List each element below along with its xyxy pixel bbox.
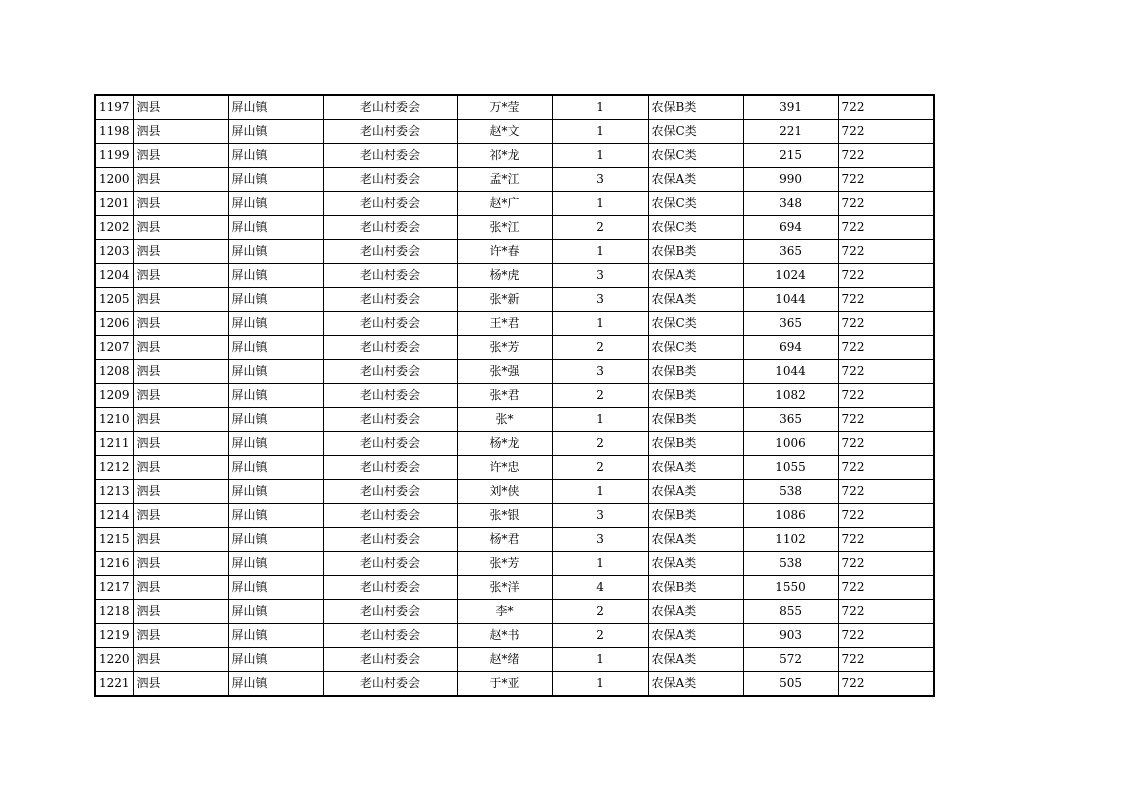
cell-standard: 722 [838, 648, 934, 672]
cell-town: 屏山镇 [228, 672, 323, 697]
cell-name: 李* [457, 600, 552, 624]
cell-name: 张*强 [457, 360, 552, 384]
cell-serial-number: 1209 [95, 384, 133, 408]
cell-household-count: 1 [552, 648, 648, 672]
cell-serial-number: 1199 [95, 144, 133, 168]
cell-village-committee: 老山村委会 [323, 144, 457, 168]
cell-name: 刘*侠 [457, 480, 552, 504]
cell-village-committee: 老山村委会 [323, 95, 457, 120]
cell-town: 屏山镇 [228, 528, 323, 552]
cell-county: 泗县 [133, 552, 228, 576]
cell-serial-number: 1210 [95, 408, 133, 432]
cell-name: 于*亚 [457, 672, 552, 697]
cell-amount: 505 [743, 672, 838, 697]
cell-category: 农保B类 [648, 384, 743, 408]
table-row [95, 144, 934, 168]
cell-category: 农保B类 [648, 408, 743, 432]
cell-county: 泗县 [133, 504, 228, 528]
cell-household-count: 3 [552, 360, 648, 384]
cell-serial-number: 1206 [95, 312, 133, 336]
cell-town: 屏山镇 [228, 192, 323, 216]
cell-category: 农保C类 [648, 120, 743, 144]
cell-name: 许*忠 [457, 456, 552, 480]
cell-household-count: 1 [552, 480, 648, 504]
data-table [94, 94, 935, 697]
cell-household-count: 1 [552, 672, 648, 697]
cell-village-committee: 老山村委会 [323, 504, 457, 528]
cell-county: 泗县 [133, 384, 228, 408]
cell-standard: 722 [838, 624, 934, 648]
cell-amount: 215 [743, 144, 838, 168]
cell-standard: 722 [838, 552, 934, 576]
cell-town: 屏山镇 [228, 95, 323, 120]
cell-category: 农保B类 [648, 360, 743, 384]
cell-serial-number: 1207 [95, 336, 133, 360]
cell-name: 张*芳 [457, 336, 552, 360]
cell-name: 赵*广 [457, 192, 552, 216]
table-row [95, 288, 934, 312]
cell-town: 屏山镇 [228, 240, 323, 264]
cell-category: 农保A类 [648, 600, 743, 624]
cell-category: 农保B类 [648, 240, 743, 264]
cell-standard: 722 [838, 600, 934, 624]
cell-standard: 722 [838, 576, 934, 600]
cell-town: 屏山镇 [228, 624, 323, 648]
cell-county: 泗县 [133, 600, 228, 624]
cell-county: 泗县 [133, 528, 228, 552]
cell-household-count: 1 [552, 144, 648, 168]
table-row [95, 672, 934, 697]
cell-town: 屏山镇 [228, 168, 323, 192]
cell-name: 张*芳 [457, 552, 552, 576]
cell-serial-number: 1202 [95, 216, 133, 240]
table-body [95, 95, 934, 696]
cell-town: 屏山镇 [228, 360, 323, 384]
cell-household-count: 2 [552, 432, 648, 456]
cell-category: 农保A类 [648, 264, 743, 288]
cell-serial-number: 1214 [95, 504, 133, 528]
cell-serial-number: 1208 [95, 360, 133, 384]
cell-household-count: 2 [552, 216, 648, 240]
cell-category: 农保A类 [648, 456, 743, 480]
cell-name: 许*春 [457, 240, 552, 264]
cell-amount: 1086 [743, 504, 838, 528]
cell-name: 杨*虎 [457, 264, 552, 288]
table-row [95, 408, 934, 432]
table-row [95, 336, 934, 360]
cell-county: 泗县 [133, 144, 228, 168]
table-row [95, 528, 934, 552]
cell-county: 泗县 [133, 408, 228, 432]
cell-county: 泗县 [133, 192, 228, 216]
cell-amount: 365 [743, 408, 838, 432]
cell-town: 屏山镇 [228, 408, 323, 432]
table-row [95, 648, 934, 672]
cell-amount: 348 [743, 192, 838, 216]
table-row [95, 360, 934, 384]
cell-household-count: 2 [552, 600, 648, 624]
cell-town: 屏山镇 [228, 600, 323, 624]
table-row [95, 624, 934, 648]
cell-serial-number: 1205 [95, 288, 133, 312]
cell-name: 杨*龙 [457, 432, 552, 456]
cell-category: 农保A类 [648, 624, 743, 648]
cell-household-count: 1 [552, 240, 648, 264]
cell-category: 农保A类 [648, 672, 743, 697]
cell-name: 赵*绪 [457, 648, 552, 672]
cell-category: 农保A类 [648, 648, 743, 672]
cell-standard: 722 [838, 312, 934, 336]
cell-village-committee: 老山村委会 [323, 192, 457, 216]
cell-village-committee: 老山村委会 [323, 216, 457, 240]
cell-standard: 722 [838, 360, 934, 384]
cell-name: 张* [457, 408, 552, 432]
cell-village-committee: 老山村委会 [323, 288, 457, 312]
cell-category: 农保A类 [648, 480, 743, 504]
cell-amount: 694 [743, 216, 838, 240]
cell-category: 农保C类 [648, 192, 743, 216]
cell-name: 张*新 [457, 288, 552, 312]
cell-category: 农保B类 [648, 432, 743, 456]
cell-standard: 722 [838, 408, 934, 432]
cell-serial-number: 1198 [95, 120, 133, 144]
cell-name: 张*君 [457, 384, 552, 408]
cell-town: 屏山镇 [228, 264, 323, 288]
cell-county: 泗县 [133, 576, 228, 600]
cell-serial-number: 1216 [95, 552, 133, 576]
cell-amount: 855 [743, 600, 838, 624]
cell-household-count: 1 [552, 312, 648, 336]
cell-standard: 722 [838, 144, 934, 168]
cell-amount: 1044 [743, 360, 838, 384]
cell-serial-number: 1219 [95, 624, 133, 648]
cell-village-committee: 老山村委会 [323, 120, 457, 144]
cell-county: 泗县 [133, 648, 228, 672]
cell-village-committee: 老山村委会 [323, 624, 457, 648]
table-row [95, 95, 934, 120]
cell-name: 祁*龙 [457, 144, 552, 168]
cell-standard: 722 [838, 120, 934, 144]
cell-standard: 722 [838, 456, 934, 480]
cell-household-count: 1 [552, 408, 648, 432]
cell-village-committee: 老山村委会 [323, 552, 457, 576]
cell-county: 泗县 [133, 360, 228, 384]
cell-category: 农保B类 [648, 95, 743, 120]
cell-county: 泗县 [133, 264, 228, 288]
cell-serial-number: 1200 [95, 168, 133, 192]
cell-town: 屏山镇 [228, 120, 323, 144]
cell-amount: 903 [743, 624, 838, 648]
cell-town: 屏山镇 [228, 144, 323, 168]
cell-amount: 538 [743, 552, 838, 576]
cell-serial-number: 1204 [95, 264, 133, 288]
cell-amount: 572 [743, 648, 838, 672]
cell-village-committee: 老山村委会 [323, 576, 457, 600]
cell-village-committee: 老山村委会 [323, 384, 457, 408]
cell-county: 泗县 [133, 288, 228, 312]
cell-standard: 722 [838, 672, 934, 697]
cell-household-count: 1 [552, 120, 648, 144]
cell-category: 农保B类 [648, 504, 743, 528]
cell-village-committee: 老山村委会 [323, 480, 457, 504]
cell-village-committee: 老山村委会 [323, 312, 457, 336]
table-row [95, 192, 934, 216]
cell-household-count: 3 [552, 528, 648, 552]
cell-county: 泗县 [133, 456, 228, 480]
cell-amount: 391 [743, 95, 838, 120]
cell-category: 农保A类 [648, 288, 743, 312]
cell-standard: 722 [838, 192, 934, 216]
cell-category: 农保B类 [648, 576, 743, 600]
cell-amount: 1055 [743, 456, 838, 480]
table-row [95, 120, 934, 144]
table-row [95, 264, 934, 288]
cell-county: 泗县 [133, 168, 228, 192]
cell-category: 农保C类 [648, 312, 743, 336]
cell-county: 泗县 [133, 672, 228, 697]
cell-amount: 1082 [743, 384, 838, 408]
cell-name: 赵*文 [457, 120, 552, 144]
cell-county: 泗县 [133, 120, 228, 144]
cell-household-count: 3 [552, 168, 648, 192]
cell-amount: 221 [743, 120, 838, 144]
cell-amount: 1550 [743, 576, 838, 600]
cell-village-committee: 老山村委会 [323, 360, 457, 384]
cell-name: 张*银 [457, 504, 552, 528]
cell-village-committee: 老山村委会 [323, 240, 457, 264]
cell-serial-number: 1221 [95, 672, 133, 697]
table-row [95, 432, 934, 456]
cell-standard: 722 [838, 336, 934, 360]
table-row [95, 240, 934, 264]
cell-county: 泗县 [133, 216, 228, 240]
cell-name: 张*江 [457, 216, 552, 240]
cell-village-committee: 老山村委会 [323, 528, 457, 552]
cell-town: 屏山镇 [228, 288, 323, 312]
table-row [95, 168, 934, 192]
table-row [95, 384, 934, 408]
cell-name: 赵*书 [457, 624, 552, 648]
cell-category: 农保C类 [648, 144, 743, 168]
cell-county: 泗县 [133, 95, 228, 120]
cell-standard: 722 [838, 480, 934, 504]
cell-town: 屏山镇 [228, 480, 323, 504]
cell-county: 泗县 [133, 480, 228, 504]
cell-serial-number: 1201 [95, 192, 133, 216]
cell-household-count: 2 [552, 384, 648, 408]
cell-name: 王*君 [457, 312, 552, 336]
cell-household-count: 3 [552, 504, 648, 528]
cell-county: 泗县 [133, 432, 228, 456]
cell-name: 杨*君 [457, 528, 552, 552]
cell-town: 屏山镇 [228, 384, 323, 408]
cell-standard: 722 [838, 216, 934, 240]
cell-serial-number: 1218 [95, 600, 133, 624]
table-row [95, 600, 934, 624]
cell-town: 屏山镇 [228, 456, 323, 480]
cell-amount: 1006 [743, 432, 838, 456]
cell-name: 张*洋 [457, 576, 552, 600]
cell-village-committee: 老山村委会 [323, 672, 457, 697]
cell-household-count: 2 [552, 624, 648, 648]
cell-amount: 1024 [743, 264, 838, 288]
cell-household-count: 4 [552, 576, 648, 600]
cell-town: 屏山镇 [228, 432, 323, 456]
cell-town: 屏山镇 [228, 216, 323, 240]
cell-county: 泗县 [133, 312, 228, 336]
cell-standard: 722 [838, 432, 934, 456]
cell-serial-number: 1217 [95, 576, 133, 600]
cell-village-committee: 老山村委会 [323, 336, 457, 360]
table-row [95, 312, 934, 336]
cell-amount: 538 [743, 480, 838, 504]
cell-standard: 722 [838, 240, 934, 264]
table-row [95, 504, 934, 528]
cell-village-committee: 老山村委会 [323, 264, 457, 288]
cell-household-count: 3 [552, 288, 648, 312]
cell-category: 农保C类 [648, 336, 743, 360]
cell-name: 万*莹 [457, 95, 552, 120]
cell-category: 农保A类 [648, 168, 743, 192]
cell-standard: 722 [838, 528, 934, 552]
cell-amount: 990 [743, 168, 838, 192]
cell-village-committee: 老山村委会 [323, 600, 457, 624]
cell-serial-number: 1220 [95, 648, 133, 672]
cell-county: 泗县 [133, 336, 228, 360]
cell-town: 屏山镇 [228, 648, 323, 672]
cell-household-count: 1 [552, 95, 648, 120]
cell-town: 屏山镇 [228, 312, 323, 336]
table-row [95, 216, 934, 240]
cell-household-count: 2 [552, 336, 648, 360]
cell-standard: 722 [838, 288, 934, 312]
cell-category: 农保A类 [648, 552, 743, 576]
cell-town: 屏山镇 [228, 552, 323, 576]
cell-household-count: 1 [552, 552, 648, 576]
cell-amount: 694 [743, 336, 838, 360]
cell-amount: 365 [743, 312, 838, 336]
cell-town: 屏山镇 [228, 576, 323, 600]
cell-village-committee: 老山村委会 [323, 432, 457, 456]
cell-county: 泗县 [133, 624, 228, 648]
cell-village-committee: 老山村委会 [323, 648, 457, 672]
cell-serial-number: 1215 [95, 528, 133, 552]
table-row [95, 576, 934, 600]
cell-serial-number: 1212 [95, 456, 133, 480]
cell-serial-number: 1203 [95, 240, 133, 264]
cell-name: 孟*江 [457, 168, 552, 192]
table-row [95, 552, 934, 576]
cell-amount: 1044 [743, 288, 838, 312]
cell-village-committee: 老山村委会 [323, 456, 457, 480]
table-row [95, 456, 934, 480]
cell-village-committee: 老山村委会 [323, 168, 457, 192]
cell-standard: 722 [838, 504, 934, 528]
cell-standard: 722 [838, 95, 934, 120]
cell-serial-number: 1197 [95, 95, 133, 120]
cell-town: 屏山镇 [228, 504, 323, 528]
cell-village-committee: 老山村委会 [323, 408, 457, 432]
cell-household-count: 2 [552, 456, 648, 480]
cell-standard: 722 [838, 384, 934, 408]
cell-county: 泗县 [133, 240, 228, 264]
cell-household-count: 3 [552, 264, 648, 288]
cell-amount: 365 [743, 240, 838, 264]
cell-category: 农保C类 [648, 216, 743, 240]
cell-serial-number: 1213 [95, 480, 133, 504]
cell-amount: 1102 [743, 528, 838, 552]
table-row [95, 480, 934, 504]
cell-standard: 722 [838, 264, 934, 288]
cell-category: 农保A类 [648, 528, 743, 552]
cell-town: 屏山镇 [228, 336, 323, 360]
cell-household-count: 1 [552, 192, 648, 216]
cell-serial-number: 1211 [95, 432, 133, 456]
cell-standard: 722 [838, 168, 934, 192]
